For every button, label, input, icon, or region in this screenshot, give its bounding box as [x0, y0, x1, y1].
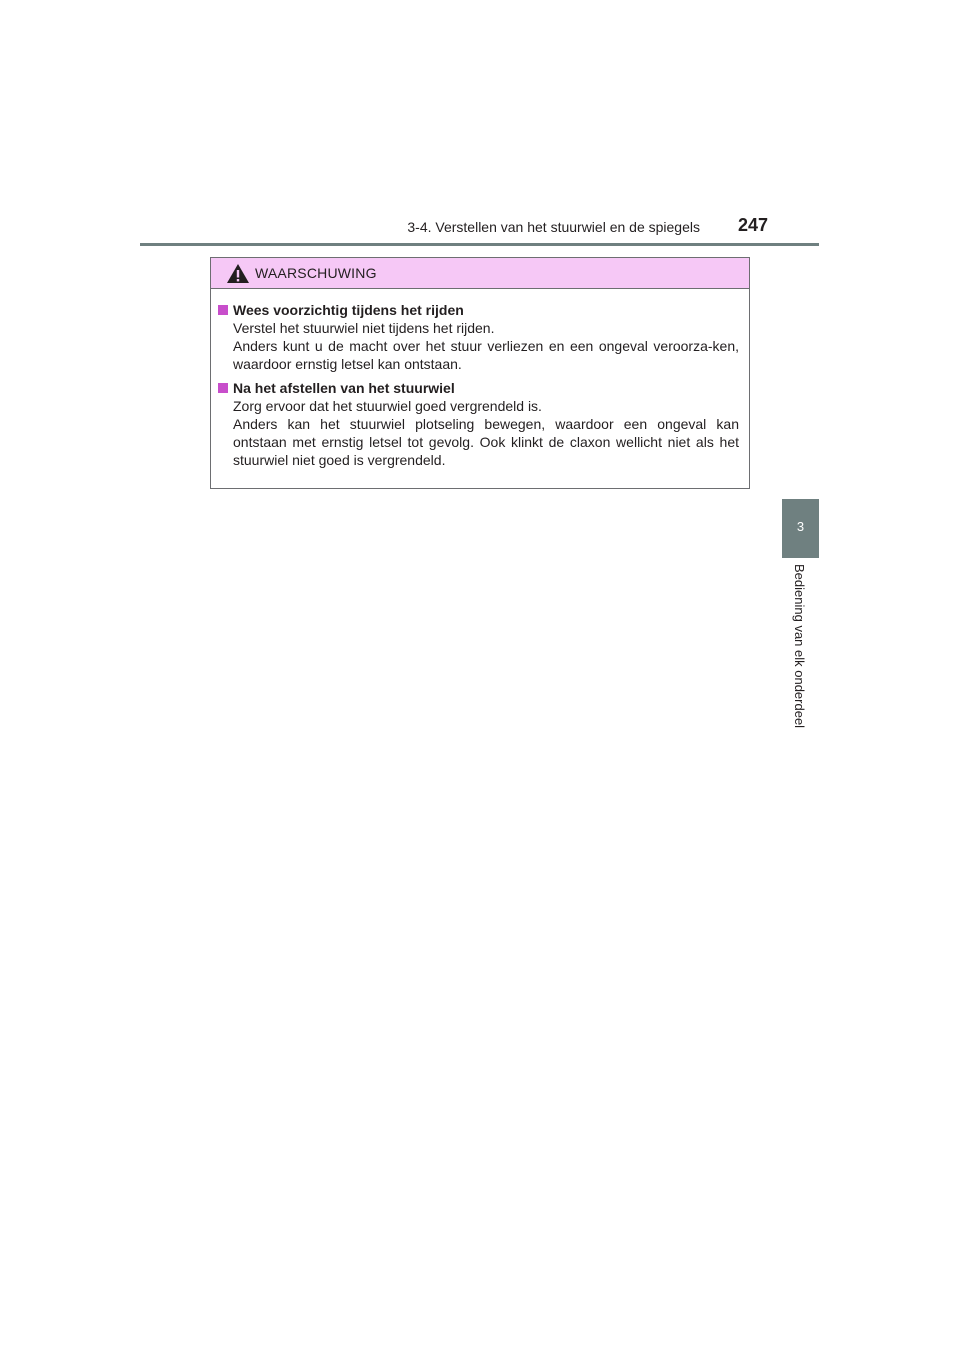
warning-item-heading-text: Na het afstellen van het stuurwiel [233, 380, 455, 396]
warning-item [218, 379, 739, 469]
warning-triangle-icon [226, 263, 250, 284]
warning-item-heading [218, 379, 739, 397]
square-bullet-icon [218, 305, 228, 315]
section-title: 3-4. Verstellen van het stuurwiel en de spiegels [407, 219, 700, 235]
warning-item [218, 301, 739, 373]
warning-item-heading-text: Wees voorzichtig tijdens het rijden [233, 302, 464, 318]
warning-paragraph: Anders kunt u de macht over het stuur verliezen en een ongeval veroorza-ken, waardoor ernstig letsel kan ontstaan. [233, 338, 739, 372]
warning-item-heading [218, 301, 739, 319]
warning-paragraph: Anders kan het stuurwiel plotseling bewegen, waardoor een ongeval kan ontstaan met ernstig letsel tot gevolg. Ook klinkt de claxon wellicht niet als het stuurwiel niet goed is vergrendeld. [233, 416, 739, 468]
chapter-label: Bediening van elk onderdeel [792, 564, 807, 729]
warning-box [210, 257, 750, 489]
warning-paragraph: Verstel het stuurwiel niet tijdens het rijden. [233, 320, 495, 336]
chapter-tab [782, 499, 819, 558]
warning-body [211, 289, 749, 469]
warning-item-text [233, 397, 739, 469]
header-rule [140, 243, 819, 246]
page-number: 247 [738, 215, 769, 235]
square-bullet-icon [218, 383, 228, 393]
chapter-label-wrap [782, 564, 819, 754]
warning-item-text [233, 319, 739, 373]
warning-paragraph: Zorg ervoor dat het stuurwiel goed vergrendeld is. [233, 398, 542, 414]
chapter-number: 3 [796, 519, 805, 534]
warning-header [211, 258, 749, 289]
warning-title: WAARSCHUWING [255, 265, 377, 281]
